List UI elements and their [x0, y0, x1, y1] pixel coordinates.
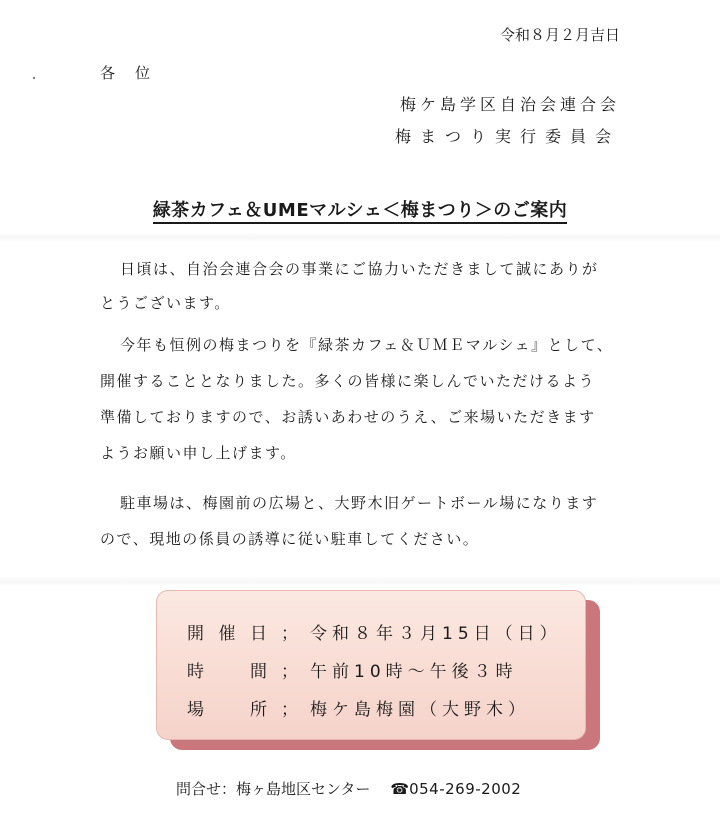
event-time-label: 時間: [187, 662, 267, 682]
body-line: ようお願い申し上げます。: [100, 444, 297, 462]
event-date-value: 令和８年３月15日（日）: [310, 624, 562, 644]
event-date-label: 開催日: [187, 624, 267, 644]
event-place-row: [187, 695, 530, 720]
contact-info: [176, 778, 521, 799]
contact-phone: 054-269-2002: [409, 780, 522, 798]
paper-fold-line: [0, 576, 720, 586]
body-line: 準備しておりますので、お誘いあわせのうえ、ご来場いただきます: [100, 408, 596, 426]
document-title-text: 緑茶カフェ＆UMEマルシェ＜梅まつり＞のご案内: [153, 200, 568, 224]
event-time-value: 午前10時～午後３時: [310, 662, 518, 682]
issue-date: 令和８月２月吉日: [499, 26, 620, 44]
body-line: ので、現地の係員の誘導に従い駐車してください。: [100, 530, 480, 548]
contact-label: 問合せ：梅ヶ島地区センター: [176, 780, 371, 798]
document-title: [0, 196, 720, 222]
phone-icon: ☎: [390, 780, 410, 798]
body-line: 駐車場は、梅園前の広場と、大野木旧ゲートボール場になります: [120, 494, 599, 512]
event-info-box: [156, 590, 586, 740]
event-time-row: [187, 657, 518, 682]
body-line: 開催することとなりました。多くの皆様に楽しんでいただけるよう: [100, 372, 596, 390]
sender-committee: 梅まつり実行委員会: [394, 127, 620, 146]
paper-fold-line: [0, 232, 720, 242]
event-place-value: 梅ケ島梅園（大野木）: [310, 700, 530, 720]
body-line: とうございます。: [100, 294, 231, 312]
body-line: 今年も恒例の梅まつりを『緑茶カフェ＆ＵＭＥマルシェ』として、: [120, 336, 614, 354]
body-line: 日頃は、自治会連合会の事業にご協力いただきまして誠にありが: [120, 260, 599, 278]
event-place-label: 場所: [187, 700, 267, 720]
event-date-row: [187, 619, 562, 644]
separator: ；: [281, 700, 298, 720]
recipient: 各位: [100, 64, 171, 82]
sender-organization: 梅ケ島学区自治会連合会: [399, 95, 620, 114]
separator: ；: [281, 662, 298, 682]
paper-speck: [33, 77, 35, 79]
separator: ；: [281, 624, 298, 644]
